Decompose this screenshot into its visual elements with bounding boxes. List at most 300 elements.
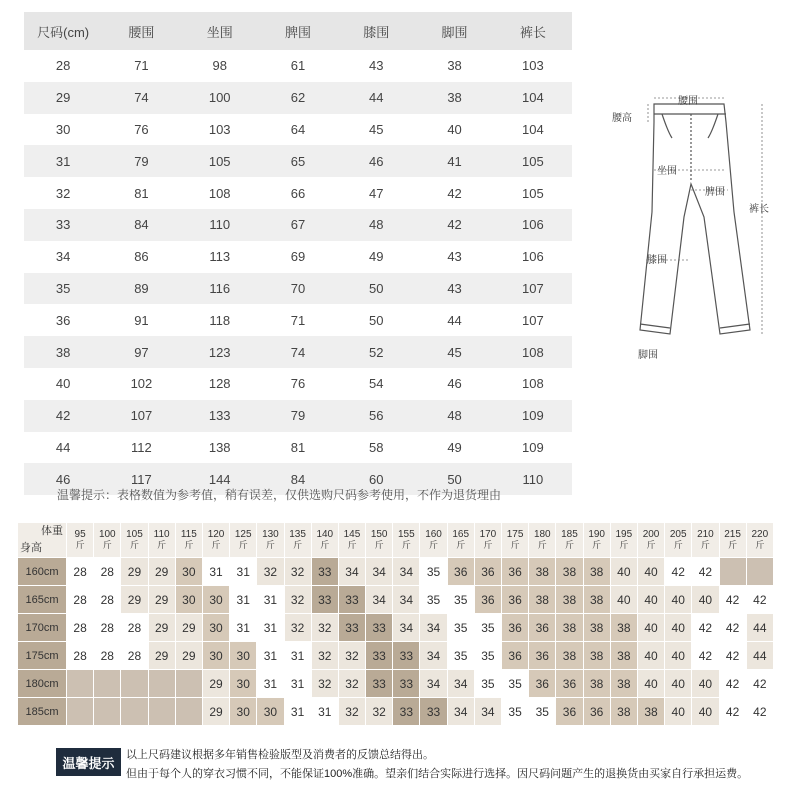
recommend-cell: 36 xyxy=(529,614,556,642)
recommend-cell xyxy=(67,670,94,698)
size-cell: 49 xyxy=(369,249,384,265)
recommend-cell xyxy=(121,670,148,698)
weight-unit: 斤 xyxy=(537,540,547,550)
weight-unit: 斤 xyxy=(646,540,656,550)
recommend-cell: 34 xyxy=(420,670,447,698)
recommend-cell: 31 xyxy=(284,642,311,670)
recommend-cell: 34 xyxy=(420,614,447,642)
recommend-cell: 36 xyxy=(529,670,556,698)
size-cell: 34 xyxy=(55,249,71,265)
size-col-header: 尺码(cm) xyxy=(24,12,102,50)
recommend-cell: 34 xyxy=(474,698,501,726)
size-cell: 107 xyxy=(494,273,572,305)
size-cell: 81 xyxy=(290,439,306,455)
weight-header xyxy=(67,523,94,558)
recommend-cell: 29 xyxy=(202,670,229,698)
size-cell: 66 xyxy=(290,185,306,201)
size-cell: 107 xyxy=(102,400,180,432)
size-cell: 105 xyxy=(181,145,259,177)
size-cell: 76 xyxy=(134,121,149,137)
recommend-cell: 35 xyxy=(447,614,474,642)
recommend-cell: 32 xyxy=(311,670,338,698)
recommend-cell: 35 xyxy=(447,642,474,670)
size-cell: 108 xyxy=(208,185,231,201)
recommend-cell: 30 xyxy=(175,586,202,614)
size-cell: 42 xyxy=(415,209,493,241)
weight-header xyxy=(665,523,692,558)
size-cell: 42 xyxy=(24,400,102,432)
size-cell: 36 xyxy=(55,312,71,328)
recommend-cell xyxy=(94,698,121,726)
recommend-cell: 28 xyxy=(94,558,121,586)
recommend-cell: 33 xyxy=(311,586,338,614)
size-table-row xyxy=(24,273,572,305)
weight-value: 110 xyxy=(153,529,170,540)
recommend-cell: 44 xyxy=(746,642,773,670)
weight-header xyxy=(94,523,121,558)
size-cell: 58 xyxy=(369,439,384,455)
size-cell: 74 xyxy=(259,336,337,368)
recommend-row xyxy=(18,558,774,586)
size-tip: 温馨提示：表格数值为参考值，稍有误差，仅供选购尺码参考使用，不作为退货理由 xyxy=(57,488,502,502)
recommend-cell: 32 xyxy=(284,586,311,614)
hem-right xyxy=(720,324,750,328)
weight-unit: 斤 xyxy=(293,540,303,550)
recommend-cell: 28 xyxy=(94,614,121,642)
size-cell: 144 xyxy=(181,463,259,495)
pants-measurement-diagram xyxy=(612,92,782,362)
recommend-cell: 33 xyxy=(393,698,420,726)
weight-value: 165 xyxy=(452,529,470,540)
recommend-cell: 33 xyxy=(311,558,338,586)
recommend-cell: 40 xyxy=(692,698,719,726)
weight-unit: 斤 xyxy=(592,540,602,550)
size-cell: 100 xyxy=(181,82,259,114)
size-cell: 48 xyxy=(415,400,493,432)
size-cell: 84 xyxy=(102,209,180,241)
size-table xyxy=(24,12,572,495)
size-cell: 69 xyxy=(290,249,306,265)
size-cell: 108 xyxy=(494,336,572,368)
size-cell: 47 xyxy=(369,185,384,201)
weight-value: 175 xyxy=(506,529,524,540)
size-table-row xyxy=(24,241,572,273)
weight-header xyxy=(610,523,637,558)
weight-unit: 斤 xyxy=(184,540,194,550)
recommend-cell: 36 xyxy=(447,558,474,586)
size-table-row xyxy=(24,336,572,368)
size-cell: 56 xyxy=(337,400,415,432)
recommend-cell: 38 xyxy=(583,614,610,642)
weight-header xyxy=(474,523,501,558)
size-table-header-row xyxy=(24,12,572,50)
recommend-cell: 40 xyxy=(637,642,664,670)
recommend-cell: 34 xyxy=(420,642,447,670)
recommend-cell: 32 xyxy=(366,698,393,726)
size-cell: 46 xyxy=(337,145,415,177)
recommend-cell: 38 xyxy=(583,586,610,614)
size-cell: 97 xyxy=(102,336,180,368)
recommend-cell: 38 xyxy=(610,642,637,670)
weight-value: 180 xyxy=(533,529,551,540)
recommend-cell: 34 xyxy=(447,698,474,726)
weight-header xyxy=(175,523,202,558)
recommend-cell: 36 xyxy=(502,558,529,586)
length-label: 裤长 xyxy=(749,204,769,215)
size-cell: 89 xyxy=(102,273,180,305)
size-cell: 60 xyxy=(337,463,415,495)
weight-value: 100 xyxy=(98,529,116,540)
recommend-cell: 36 xyxy=(502,642,529,670)
size-cell: 43 xyxy=(415,273,493,305)
size-cell: 106 xyxy=(521,249,544,265)
recommend-cell: 36 xyxy=(502,586,529,614)
notice-line-2: 但由于每个人的穿衣习惯不同，不能保证100%准确。望亲们结合实际进行选择。因尺码问题产生的退换货由买家自行承担运费。 xyxy=(126,768,749,780)
recommend-cell: 31 xyxy=(230,586,257,614)
recommend-cell: 29 xyxy=(148,586,175,614)
recommend-cell xyxy=(121,698,148,726)
weight-value: 170 xyxy=(479,529,497,540)
weight-header xyxy=(366,523,393,558)
size-cell: 103 xyxy=(521,58,544,74)
recommend-cell: 32 xyxy=(338,642,365,670)
recommend-cell: 34 xyxy=(447,670,474,698)
size-cell: 31 xyxy=(24,145,102,177)
weight-value: 140 xyxy=(316,529,334,540)
recommend-cell: 36 xyxy=(556,670,583,698)
recommend-cell: 38 xyxy=(610,698,637,726)
recommend-row xyxy=(18,614,774,642)
size-cell: 67 xyxy=(259,209,337,241)
recommend-cell: 40 xyxy=(665,586,692,614)
recommend-cell: 38 xyxy=(583,558,610,586)
size-cell: 108 xyxy=(521,376,544,392)
recommend-cell: 42 xyxy=(719,586,746,614)
weight-header xyxy=(420,523,447,558)
size-cell: 70 xyxy=(259,273,337,305)
weight-unit: 斤 xyxy=(102,540,112,550)
recommend-cell: 40 xyxy=(692,586,719,614)
weight-header xyxy=(529,523,556,558)
recommend-cell: 35 xyxy=(529,698,556,726)
size-cell: 103 xyxy=(208,121,231,137)
size-cell: 110 xyxy=(181,209,259,241)
height-header: 165cm xyxy=(18,586,67,614)
weight-header xyxy=(556,523,583,558)
recommend-cell: 30 xyxy=(202,614,229,642)
recommend-cell: 34 xyxy=(393,558,420,586)
recommend-cell: 38 xyxy=(610,614,637,642)
recommend-cell: 44 xyxy=(746,614,773,642)
size-cell: 32 xyxy=(55,185,71,201)
weight-header xyxy=(719,523,746,558)
size-cell: 117 xyxy=(102,463,180,495)
size-cell: 112 xyxy=(131,439,152,455)
recommend-cell: 32 xyxy=(338,698,365,726)
waist-label: 腰围 xyxy=(678,96,698,107)
size-cell: 44 xyxy=(55,439,71,455)
size-cell: 138 xyxy=(208,439,231,455)
weight-value: 215 xyxy=(724,529,741,540)
recommend-cell: 35 xyxy=(474,642,501,670)
recommend-cell: 29 xyxy=(202,698,229,726)
weight-unit: 斤 xyxy=(347,540,357,550)
weight-unit: 斤 xyxy=(238,540,248,550)
recommend-cell: 38 xyxy=(556,558,583,586)
size-table-row xyxy=(24,304,572,336)
recommend-cell: 42 xyxy=(719,670,746,698)
weight-unit: 斤 xyxy=(700,540,710,550)
recommend-cell: 30 xyxy=(257,698,284,726)
hip-label: 坐围 xyxy=(657,166,677,177)
recommend-cell: 30 xyxy=(230,698,257,726)
recommend-cell: 40 xyxy=(637,558,664,586)
size-cell: 42 xyxy=(447,185,462,201)
recommend-cell: 32 xyxy=(311,614,338,642)
recommend-cell: 40 xyxy=(665,670,692,698)
recommend-cell: 29 xyxy=(175,614,202,642)
weight-header xyxy=(230,523,257,558)
size-cell: 113 xyxy=(209,249,231,265)
knee-label: 膝围 xyxy=(647,255,667,266)
recommend-cell: 28 xyxy=(121,642,148,670)
weight-unit: 斤 xyxy=(728,540,738,550)
weight-unit: 斤 xyxy=(429,540,439,550)
size-cell: 38 xyxy=(447,58,462,74)
recommend-cell: 33 xyxy=(420,698,447,726)
size-cell: 105 xyxy=(521,185,544,201)
recommend-cell: 31 xyxy=(284,698,311,726)
size-cell: 76 xyxy=(290,376,306,392)
recommend-cell: 42 xyxy=(719,642,746,670)
weight-corner-label: 体重 xyxy=(41,525,63,537)
size-cell: 79 xyxy=(102,145,180,177)
size-cell: 110 xyxy=(494,463,572,495)
size-cell: 43 xyxy=(369,58,384,74)
thigh-label: 脾围 xyxy=(705,187,725,198)
recommend-cell: 34 xyxy=(338,558,365,586)
weight-unit: 斤 xyxy=(673,540,683,550)
weight-header xyxy=(692,523,719,558)
recommend-cell: 32 xyxy=(338,670,365,698)
size-cell: 107 xyxy=(521,312,544,328)
recommend-cell xyxy=(175,698,202,726)
hem-left xyxy=(640,324,670,328)
notice-badge: 温馨提示 xyxy=(56,748,121,776)
weight-unit: 斤 xyxy=(374,540,384,550)
recommend-cell: 34 xyxy=(393,586,420,614)
size-cell: 86 xyxy=(134,249,149,265)
recommend-cell: 40 xyxy=(610,586,637,614)
size-cell: 74 xyxy=(102,82,180,114)
size-cell: 123 xyxy=(181,336,259,368)
size-table-row xyxy=(24,114,572,146)
recommend-cell: 38 xyxy=(529,586,556,614)
size-cell: 84 xyxy=(259,463,337,495)
size-col-header: 脾围 xyxy=(259,12,337,50)
recommend-cell xyxy=(175,670,202,698)
recommend-cell: 31 xyxy=(230,558,257,586)
size-cell: 49 xyxy=(447,439,462,455)
recommend-cell: 40 xyxy=(665,614,692,642)
weight-value: 115 xyxy=(180,529,197,540)
recommend-cell: 29 xyxy=(148,614,175,642)
size-col-header: 膝围 xyxy=(337,12,415,50)
weight-value: 125 xyxy=(234,529,252,540)
weight-unit: 斤 xyxy=(75,540,85,550)
size-cell: 50 xyxy=(415,463,493,495)
size-cell: 91 xyxy=(134,312,149,328)
size-cell: 46 xyxy=(447,376,462,392)
recommend-cell: 33 xyxy=(393,670,420,698)
weight-header xyxy=(447,523,474,558)
recommend-cell: 38 xyxy=(637,698,664,726)
size-cell: 81 xyxy=(134,185,149,201)
recommend-cell: 32 xyxy=(311,642,338,670)
size-cell: 46 xyxy=(24,463,102,495)
recommend-cell: 42 xyxy=(719,698,746,726)
recommend-cell: 38 xyxy=(583,670,610,698)
recommend-cell: 36 xyxy=(502,614,529,642)
size-cell: 54 xyxy=(369,376,384,392)
size-cell: 65 xyxy=(259,145,337,177)
weight-value: 195 xyxy=(615,529,633,540)
size-cell: 104 xyxy=(494,82,572,114)
size-col-header: 脚围 xyxy=(415,12,493,50)
recommend-cell: 36 xyxy=(556,698,583,726)
recommend-cell: 30 xyxy=(230,670,257,698)
size-cell: 102 xyxy=(130,376,153,392)
size-cell: 105 xyxy=(494,145,572,177)
size-cell: 62 xyxy=(259,82,337,114)
recommend-cell: 33 xyxy=(366,642,393,670)
size-cell: 40 xyxy=(55,376,71,392)
recommend-row xyxy=(18,698,774,726)
recommend-cell: 28 xyxy=(67,558,94,586)
weight-header xyxy=(202,523,229,558)
weight-value: 105 xyxy=(126,529,143,540)
weight-value: 220 xyxy=(751,529,769,540)
recommend-cell: 31 xyxy=(257,586,284,614)
recommend-cell: 40 xyxy=(637,614,664,642)
recommend-cell xyxy=(67,698,94,726)
size-cell: 109 xyxy=(521,439,544,455)
size-table-row xyxy=(24,50,572,82)
recommend-cell: 42 xyxy=(665,558,692,586)
weight-header xyxy=(583,523,610,558)
recommend-cell xyxy=(746,558,773,586)
weight-value: 150 xyxy=(370,529,388,540)
weight-value: 120 xyxy=(207,529,225,540)
weight-header xyxy=(637,523,664,558)
recommend-cell: 40 xyxy=(637,586,664,614)
weight-value: 95 xyxy=(74,529,86,540)
recommend-cell xyxy=(148,698,175,726)
size-table-row xyxy=(24,400,572,432)
recommend-cell: 40 xyxy=(665,698,692,726)
recommend-corner xyxy=(18,523,67,558)
height-header: 185cm xyxy=(18,698,67,726)
recommend-cell: 42 xyxy=(746,586,773,614)
recommend-cell: 28 xyxy=(67,614,94,642)
weight-value: 145 xyxy=(343,529,361,540)
recommend-cell: 28 xyxy=(67,642,94,670)
recommend-cell: 33 xyxy=(338,614,365,642)
size-col-header: 坐围 xyxy=(181,12,259,50)
weight-value: 200 xyxy=(642,529,660,540)
recommend-cell: 35 xyxy=(502,670,529,698)
size-cell: 35 xyxy=(24,273,102,305)
recommend-cell: 29 xyxy=(148,642,175,670)
size-cell: 45 xyxy=(415,336,493,368)
size-cell: 28 xyxy=(55,58,71,74)
size-cell: 50 xyxy=(369,312,384,328)
weight-value: 190 xyxy=(588,529,605,540)
recommend-cell: 29 xyxy=(175,642,202,670)
weight-header xyxy=(746,523,773,558)
weight-unit: 斤 xyxy=(483,540,493,550)
weight-value: 155 xyxy=(398,529,415,540)
recommend-cell: 35 xyxy=(420,586,447,614)
weight-value: 135 xyxy=(289,529,306,540)
weight-unit: 斤 xyxy=(401,540,411,550)
recommend-cell xyxy=(719,558,746,586)
weight-unit: 斤 xyxy=(755,540,765,550)
recommend-cell: 28 xyxy=(121,614,148,642)
height-header: 160cm xyxy=(18,558,67,586)
size-col-header: 裤长 xyxy=(494,12,572,50)
size-cell: 41 xyxy=(415,145,493,177)
size-table-row xyxy=(24,145,572,177)
size-cell: 48 xyxy=(337,209,415,241)
height-header: 170cm xyxy=(18,614,67,642)
size-cell: 71 xyxy=(290,312,306,328)
weight-value: 210 xyxy=(697,529,714,540)
weight-unit: 斤 xyxy=(320,540,330,550)
recommend-cell: 33 xyxy=(366,614,393,642)
weight-unit: 斤 xyxy=(265,540,275,550)
recommend-cell: 31 xyxy=(202,558,229,586)
weight-value: 130 xyxy=(262,529,279,540)
size-table-row xyxy=(24,432,572,464)
weight-header xyxy=(284,523,311,558)
recommend-cell: 36 xyxy=(583,698,610,726)
weight-unit: 斤 xyxy=(157,540,167,550)
size-cell: 44 xyxy=(447,312,462,328)
recommend-cell: 34 xyxy=(366,586,393,614)
weight-unit: 斤 xyxy=(619,540,629,550)
weight-value: 185 xyxy=(561,529,578,540)
weight-header xyxy=(338,523,365,558)
recommend-cell: 28 xyxy=(94,586,121,614)
recommend-header-row xyxy=(18,523,774,558)
size-recommend-grid xyxy=(17,522,774,726)
size-cell: 38 xyxy=(24,336,102,368)
recommend-cell: 35 xyxy=(474,670,501,698)
recommend-cell: 31 xyxy=(257,642,284,670)
recommend-cell: 30 xyxy=(175,558,202,586)
recommend-cell: 42 xyxy=(719,614,746,642)
size-cell: 71 xyxy=(134,58,149,74)
recommend-cell: 29 xyxy=(148,558,175,586)
recommend-cell: 29 xyxy=(121,586,148,614)
recommend-cell: 28 xyxy=(94,642,121,670)
recommend-cell: 38 xyxy=(610,670,637,698)
recommend-cell: 38 xyxy=(556,586,583,614)
recommend-cell: 42 xyxy=(692,614,719,642)
weight-header xyxy=(121,523,148,558)
recommend-row xyxy=(18,586,774,614)
